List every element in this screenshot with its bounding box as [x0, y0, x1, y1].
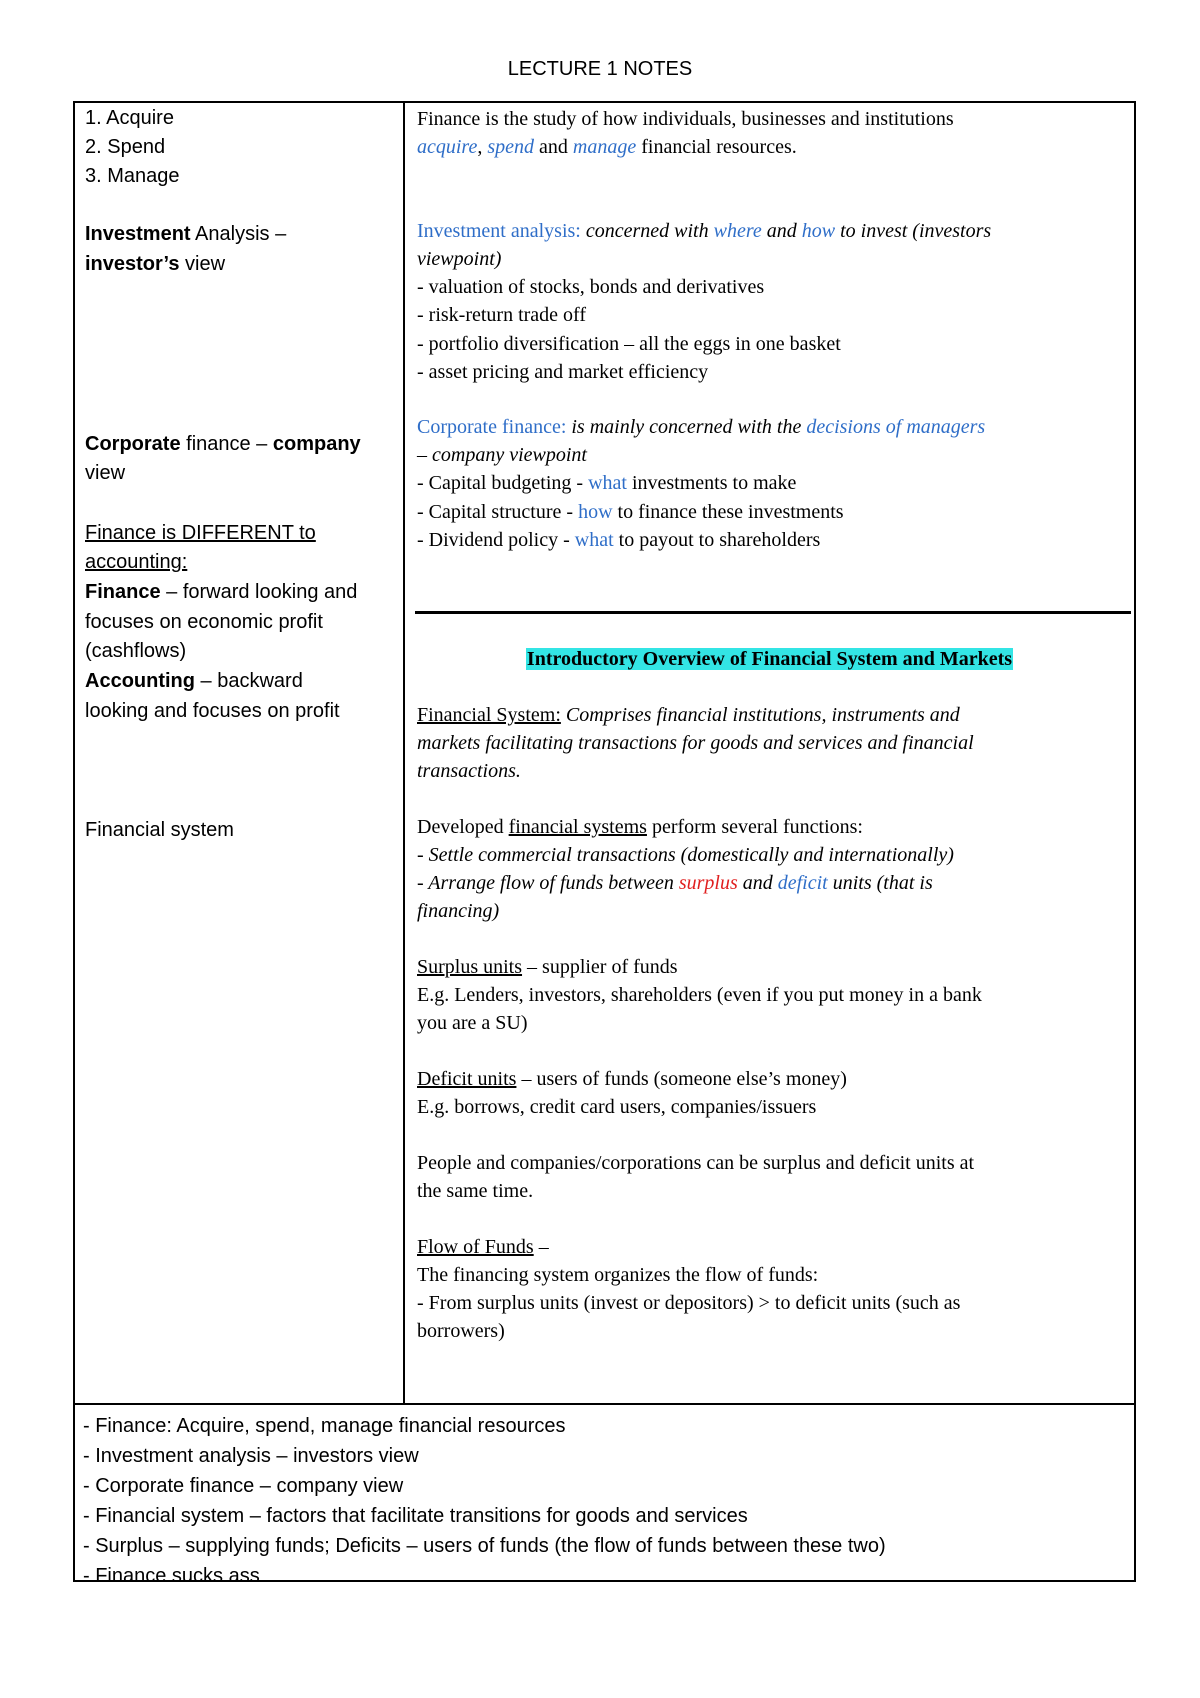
function-bullet-cont: financing)	[417, 900, 500, 922]
summary-line: - Finance: Acquire, spend, manage financial resources	[83, 1415, 566, 1437]
page-title: LECTURE 1 NOTES	[507, 58, 693, 80]
summary-section	[75, 1403, 1134, 1587]
corporate-bullet: - Dividend policy - what to payout to shareholders	[417, 529, 821, 551]
investment-bullet: - asset pricing and market efficiency	[417, 361, 709, 383]
cue-spend: 2. Spend	[85, 136, 166, 158]
cue-accounting-line: Accounting – backward	[85, 670, 303, 692]
financial-system-definition: Financial System: Comprises financial institutions, instruments and	[417, 704, 960, 726]
summary-line: - Investment analysis – investors view	[83, 1445, 419, 1467]
summary-line: - Financial system – factors that facilitate transitions for goods and services	[83, 1505, 748, 1527]
summary-line: - Surplus – supplying funds; Deficits – users of funds (the flow of funds between these two)	[83, 1535, 886, 1557]
finance-definition-line-1: Finance is the study of how individuals, businesses and institutions	[417, 108, 954, 130]
investment-bullet: - portfolio diversification – all the eggs in one basket	[417, 333, 841, 355]
cue-finance-line-2: focuses on economic profit	[85, 611, 323, 633]
corporate-bullet: - Capital budgeting - what investments to make	[417, 472, 797, 494]
corporate-finance-viewpoint: – company viewpoint	[417, 444, 587, 466]
cue-finance-line-3: (cashflows)	[85, 640, 187, 662]
cue-finance-line: Finance – forward looking and	[85, 581, 358, 603]
function-bullet: - Arrange flow of funds between surplus and deficit units (that is	[417, 872, 933, 894]
cue-company-view: view	[85, 462, 126, 484]
corporate-finance-heading: Corporate finance: is mainly concerned with the decisions of managers	[417, 416, 986, 438]
deficit-units-example: E.g. borrows, credit card users, companies/issuers	[417, 1096, 817, 1118]
cue-financial-system: Financial system	[85, 819, 234, 841]
functions-intro: Developed financial systems perform several functions:	[417, 816, 863, 838]
finance-definition-line-2: acquire, spend and manage financial resources.	[417, 136, 797, 158]
cue-acquire: 1. Acquire	[85, 107, 174, 129]
intro-overview-heading: Introductory Overview of Financial System and Markets	[526, 648, 1013, 670]
surplus-units-example: E.g. Lenders, investors, shareholders (even if you put money in a bank	[417, 984, 982, 1006]
section-divider	[415, 611, 1131, 614]
flow-of-funds-line: borrowers)	[417, 1320, 505, 1342]
cue-diff-heading-1: Finance is DIFFERENT to	[85, 522, 316, 544]
cue-investor-view: investor’s view	[85, 253, 226, 275]
people-note: People and companies/corporations can be surplus and deficit units at	[417, 1152, 975, 1174]
cue-manage: 3. Manage	[85, 165, 180, 187]
function-bullet: - Settle commercial transactions (domestically and internationally)	[417, 844, 954, 866]
cue-investment-analysis: Investment Analysis –	[85, 223, 287, 245]
investment-analysis-viewpoint: viewpoint)	[417, 248, 502, 270]
investment-bullet: - risk-return trade off	[417, 304, 587, 326]
investment-analysis-heading: Investment analysis: concerned with where and how to invest (investors	[417, 220, 992, 242]
notes-column	[405, 103, 1134, 1403]
financial-system-definition-2: markets facilitating transactions for goods and services and financial	[417, 732, 974, 754]
cue-corporate-finance: Corporate finance – company	[85, 433, 361, 455]
surplus-units-line: Surplus units – supplier of funds	[417, 956, 678, 978]
surplus-units-example-2: you are a SU)	[417, 1012, 528, 1034]
summary-line: - Finance sucks ass	[83, 1565, 260, 1587]
people-note-2: the same time.	[417, 1180, 534, 1202]
deficit-units-line: Deficit units – users of funds (someone else’s money)	[417, 1068, 847, 1090]
flow-of-funds-line: - From surplus units (invest or depositors) > to deficit units (such as	[417, 1292, 961, 1314]
cue-diff-heading-2: accounting:	[85, 551, 188, 573]
flow-of-funds-line: The financing system organizes the flow of funds:	[417, 1264, 819, 1286]
flow-of-funds-heading: Flow of Funds –	[417, 1236, 549, 1258]
notes-table	[73, 101, 1136, 1587]
cue-column	[75, 103, 405, 1403]
financial-system-definition-3: transactions.	[417, 760, 521, 782]
corporate-bullet: - Capital structure - how to finance these investments	[417, 501, 844, 523]
cue-accounting-line-2: looking and focuses on profit	[85, 700, 340, 722]
investment-bullet: - valuation of stocks, bonds and derivatives	[417, 276, 765, 298]
summary-line: - Corporate finance – company view	[83, 1475, 404, 1497]
